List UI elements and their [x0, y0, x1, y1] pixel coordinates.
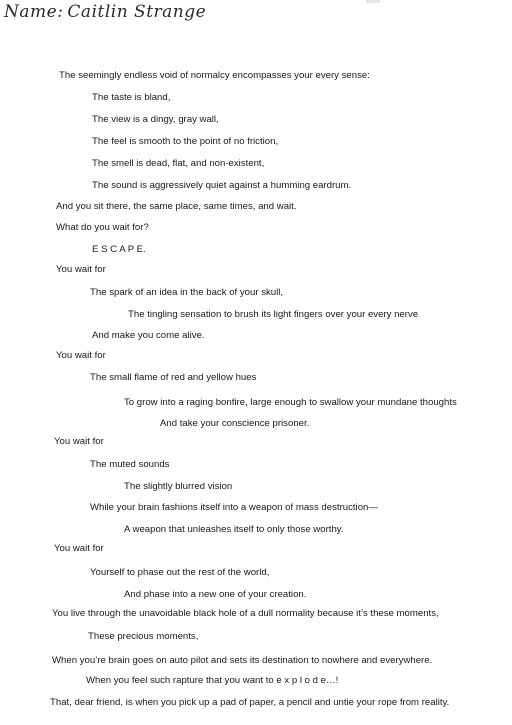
poem-line: That, dear friend, is when you pick up a pad of paper, a pencil and untie your rope from reality.: [50, 697, 450, 708]
poem-line: You wait for: [56, 264, 106, 275]
poem-line: These precious moments,: [88, 631, 199, 642]
poem-line: And take your conscience prisoner.: [160, 418, 310, 429]
poem-line: You wait for: [56, 350, 106, 361]
poem-line: E S C A P E.: [92, 244, 146, 255]
poem-line: The seemingly endless void of normalcy encompasses your every sense:: [59, 70, 370, 81]
poem-line: The sound is aggressively quiet against a humming eardrum.: [92, 180, 352, 191]
poem-line: The spark of an idea in the back of your skull,: [90, 287, 284, 298]
poem-line: You wait for: [54, 436, 104, 447]
poem-line: The tingling sensation to brush its light fingers over your every nerve: [128, 309, 419, 320]
poem-line: And make you come alive.: [92, 330, 205, 341]
poem-line: When you feel such rapture that you want to e x p l o d e…!: [86, 675, 339, 686]
poem-line: What do you wait for?: [56, 222, 149, 233]
name-value: Caitlin Strange: [67, 2, 207, 22]
name-label: Name:: [4, 2, 64, 22]
poem-line: The taste is bland,: [92, 92, 171, 103]
poem-line: The view is a dingy, gray wall,: [92, 114, 219, 125]
poem-line: And you sit there, the same place, same times, and wait.: [56, 201, 297, 212]
poem-line: A weapon that unleashes itself to only those worthy.: [124, 524, 344, 535]
poem-line: Yourself to phase out the rest of the world,: [90, 567, 270, 578]
poem-line: The slightly blurred vision: [124, 481, 233, 492]
poem-line: You wait for: [54, 543, 104, 554]
scan-mark: [366, 0, 380, 3]
poem-line: The muted sounds: [90, 459, 170, 470]
poem-line: The smell is dead, flat, and non-existent,: [92, 158, 265, 169]
poem-line: You live through the unavoidable black hole of a dull normality because it’s these moments,: [52, 608, 439, 619]
poem-line: To grow into a raging bonfire, large enough to swallow your mundane thoughts: [124, 397, 457, 408]
poem-line: When you’re brain goes on auto pilot and sets its destination to nowhere and everywhere.: [52, 655, 433, 666]
handwritten-name: [4, 2, 206, 22]
poem-line: And phase into a new one of your creation.: [124, 589, 307, 600]
poem-line: The feel is smooth to the point of no friction,: [92, 136, 279, 147]
poem-line: The small flame of red and yellow hues: [90, 372, 257, 383]
poem-line: While your brain fashions itself into a weapon of mass destruction—: [90, 502, 378, 513]
